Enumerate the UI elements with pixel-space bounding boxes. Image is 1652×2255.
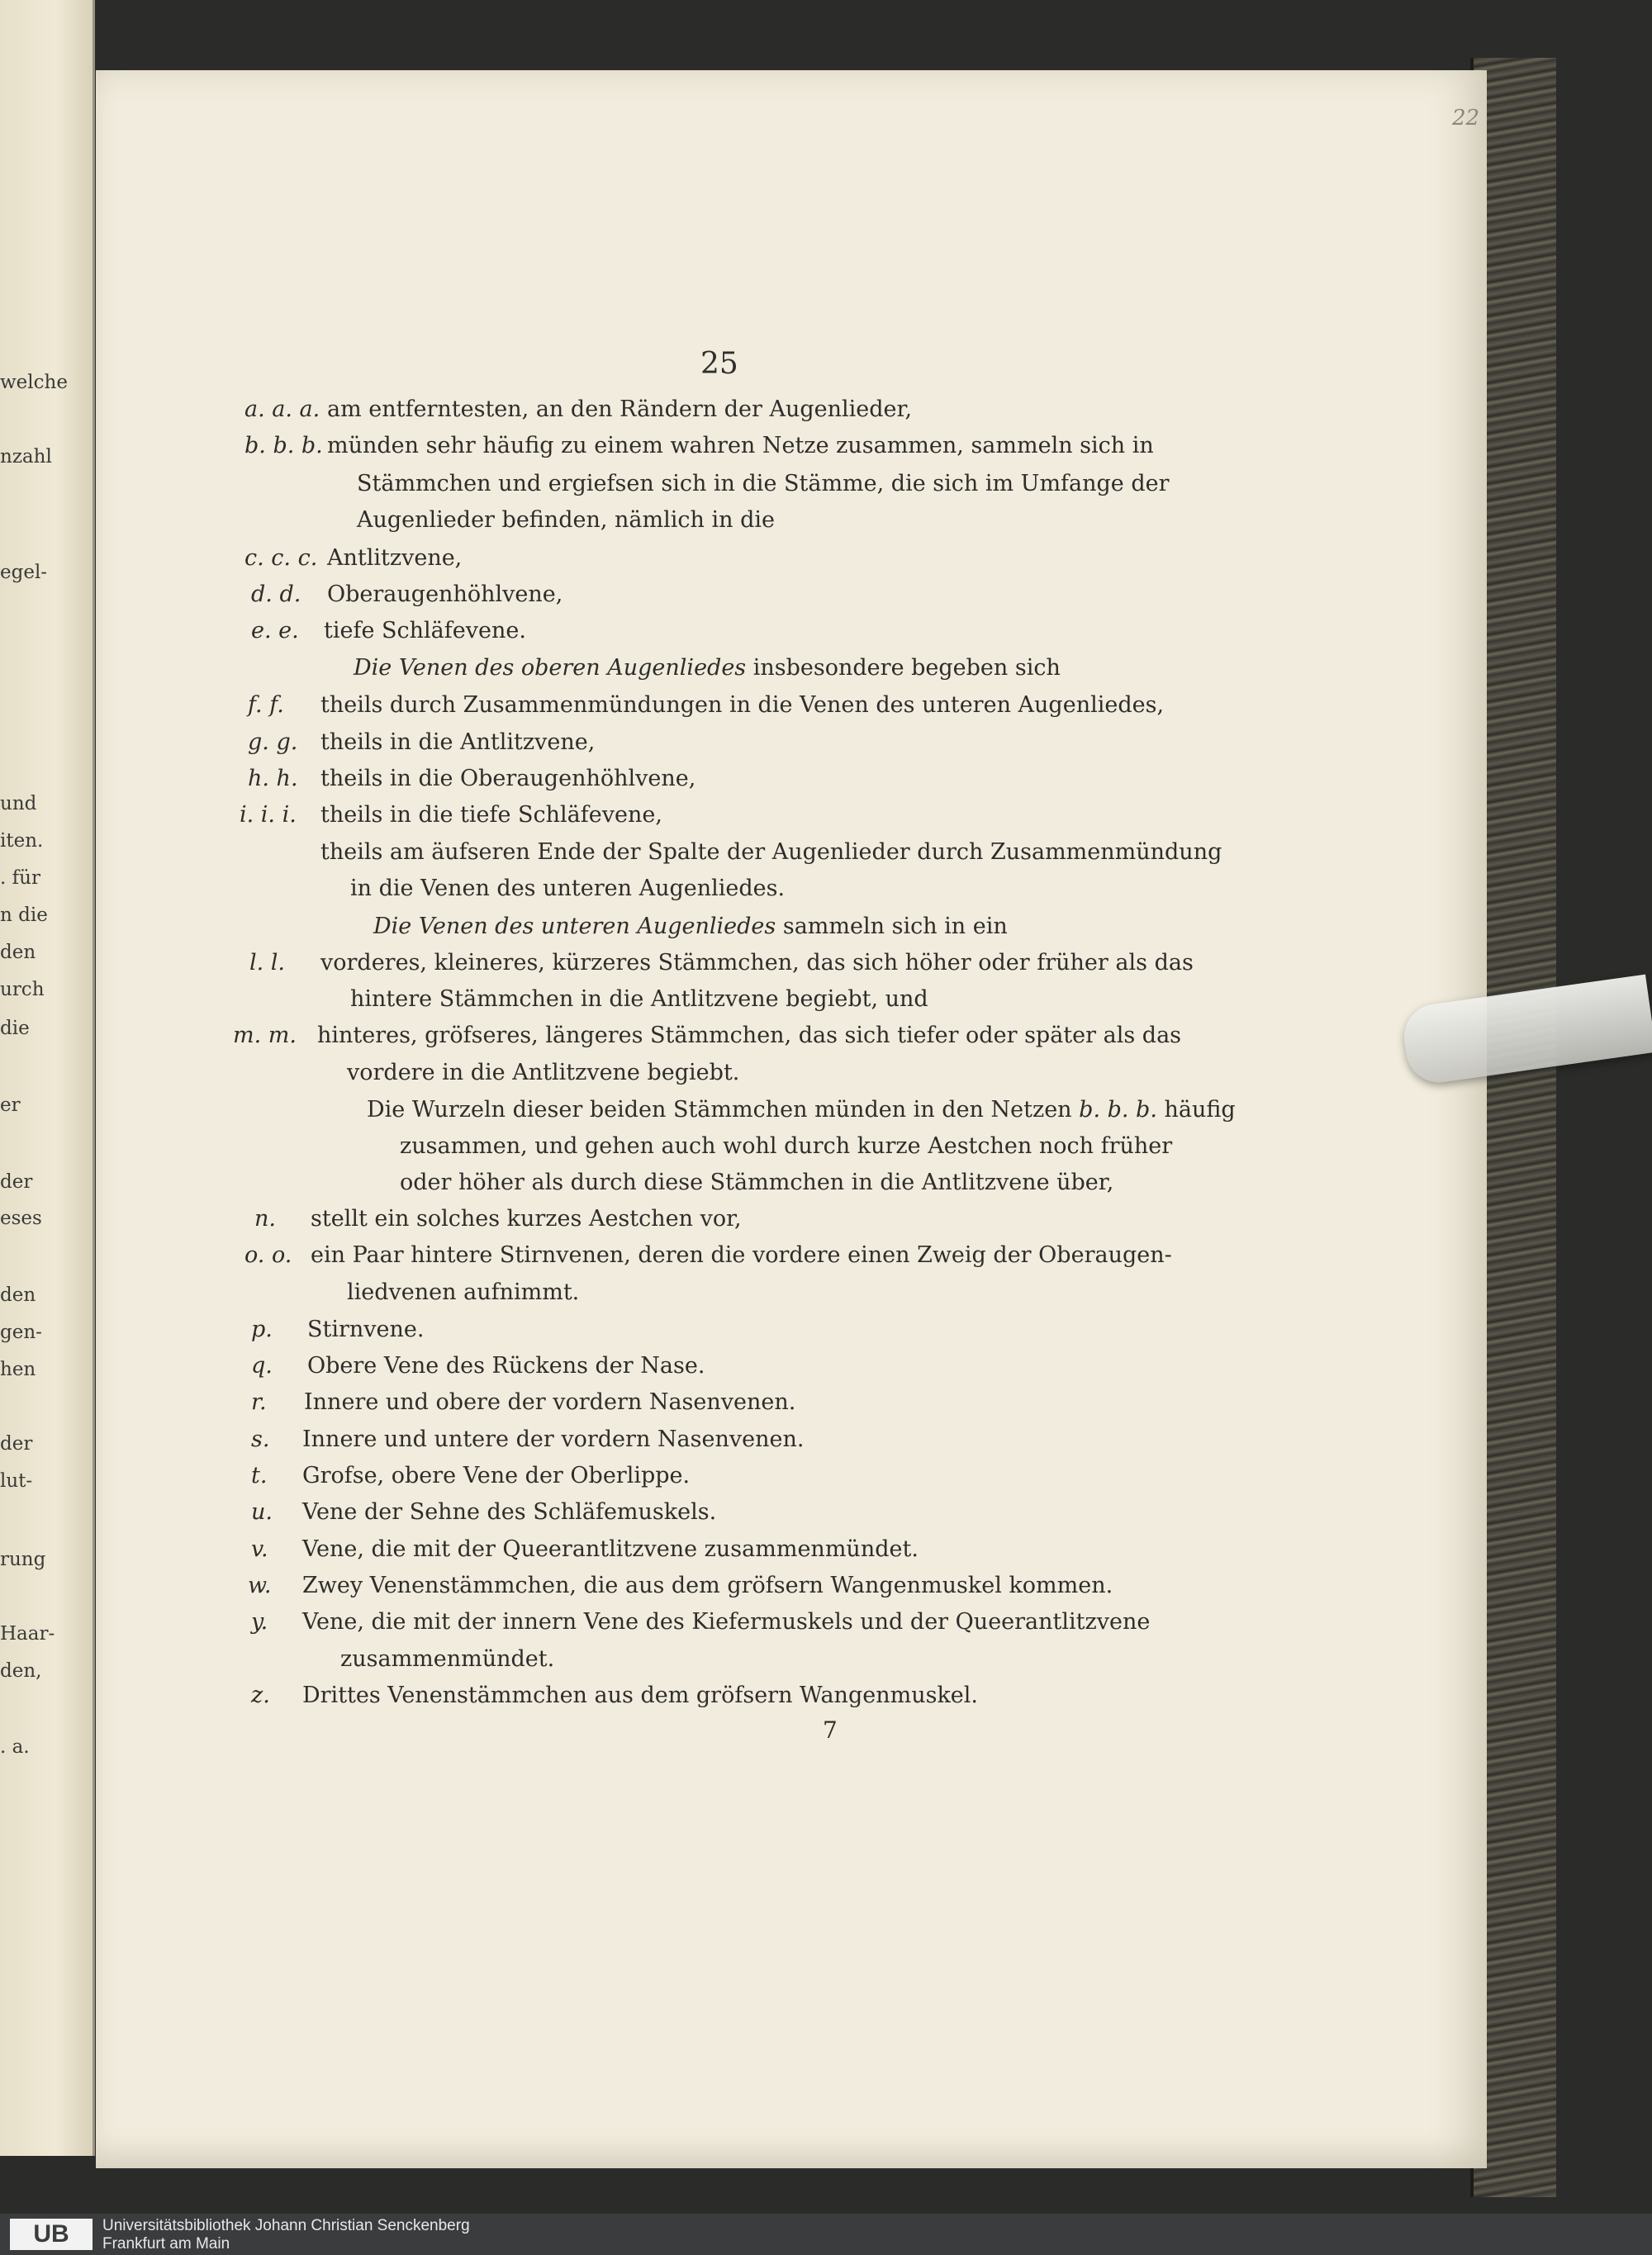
text-run: Drittes Venenstämmchen aus dem gröfsern Wangenmuskel. bbox=[302, 1683, 979, 1708]
text-line bbox=[302, 1611, 1150, 1633]
signature-mark: 7 bbox=[823, 1716, 838, 1744]
text-run: sammeln sich in ein bbox=[776, 914, 1008, 939]
previous-page-fragment: rung bbox=[0, 1549, 46, 1570]
text-line bbox=[400, 1135, 1172, 1157]
legend-letter: b. b. b. bbox=[244, 433, 323, 458]
legend-letter: n. bbox=[254, 1206, 276, 1232]
legend-letter: f. f. bbox=[248, 692, 284, 718]
page-number: 25 bbox=[700, 347, 738, 381]
legend-letter: o. o. bbox=[244, 1242, 292, 1268]
legend-letter: a. a. a. bbox=[244, 396, 320, 422]
text-line bbox=[311, 1244, 1172, 1266]
previous-page-fragment: der bbox=[0, 1433, 33, 1455]
text-line bbox=[350, 877, 785, 900]
previous-page-fragment: die bbox=[0, 1018, 30, 1039]
text-run: theils in die Antlitzvene, bbox=[320, 729, 596, 755]
text-run: Antlitzvene, bbox=[327, 545, 463, 571]
text-line bbox=[357, 472, 1170, 495]
text-run: Augenlieder befinden, nämlich in die bbox=[357, 507, 775, 533]
previous-page-edge bbox=[0, 0, 95, 2156]
previous-page-fragment: urch bbox=[0, 979, 45, 1000]
previous-page-fragment: egel- bbox=[0, 562, 48, 583]
legend-letter: y. bbox=[251, 1609, 268, 1635]
legend-letter: r. bbox=[251, 1389, 267, 1415]
text-run: theils durch Zusammenmündungen in die Venen des unteren Augenliedes, bbox=[320, 692, 1165, 718]
legend-letter: v. bbox=[251, 1536, 268, 1562]
text-run: häufig bbox=[1156, 1097, 1236, 1123]
text-line bbox=[302, 1428, 804, 1450]
previous-page-fragment: . für bbox=[0, 867, 40, 889]
legend-letter: t. bbox=[251, 1463, 268, 1488]
italic-text: b. b. b. bbox=[1079, 1097, 1157, 1123]
text-run: theils in die Oberaugenhöhlvene, bbox=[320, 766, 696, 791]
text-line bbox=[347, 1061, 739, 1084]
legend-letter: e. e. bbox=[251, 618, 299, 643]
text-run: Stämmchen und ergiefsen sich in die Stämme, die sich im Umfange der bbox=[357, 471, 1170, 496]
text-run: Die Wurzeln dieser beiden Stämmchen münden in den Netzen bbox=[367, 1097, 1080, 1123]
previous-page-fragment: den, bbox=[0, 1660, 42, 1682]
previous-page-fragment: Haar- bbox=[0, 1623, 55, 1645]
legend-letter: i. i. i. bbox=[240, 802, 297, 828]
legend-letter: w. bbox=[248, 1573, 272, 1598]
text-run: Vene, die mit der Queerantlitzvene zusammenmündet. bbox=[302, 1536, 919, 1562]
ub-logo: UB bbox=[10, 2219, 93, 2250]
text-line bbox=[340, 1648, 554, 1670]
previous-page-fragment: welche bbox=[0, 372, 68, 393]
text-run: Obere Vene des Rückens der Nase. bbox=[307, 1353, 705, 1379]
text-line bbox=[307, 1318, 424, 1341]
previous-page-fragment: und bbox=[0, 793, 37, 814]
text-run: theils in die tiefe Schläfevene, bbox=[320, 802, 662, 828]
previous-page-fragment: n die bbox=[0, 904, 48, 926]
text-run: Vene, die mit der innern Vene des Kiefermuskels und der Queerantlitzvene bbox=[302, 1609, 1151, 1635]
text-run: theils am äufseren Ende der Spalte der Augenlieder durch Zusammenmündung bbox=[320, 839, 1222, 865]
legend-letter: h. h. bbox=[248, 766, 298, 791]
text-line bbox=[317, 1024, 1181, 1047]
text-line bbox=[320, 952, 1194, 974]
text-line bbox=[350, 988, 928, 1010]
legend-letter: s. bbox=[251, 1427, 270, 1452]
text-run: hinteres, gröfseres, längeres Stämmchen, das sich tiefer oder später als das bbox=[317, 1023, 1182, 1048]
previous-page-fragment: er bbox=[0, 1094, 21, 1116]
previous-page-fragment: hen bbox=[0, 1359, 36, 1380]
previous-page-fragment: lut- bbox=[0, 1470, 33, 1492]
text-run: Innere und obere der vordern Nasenvenen. bbox=[304, 1389, 796, 1415]
previous-page-fragment: . a. bbox=[0, 1736, 30, 1758]
text-line bbox=[373, 915, 1008, 938]
text-run: ein Paar hintere Stirnvenen, deren die vordere einen Zweig der Oberaugen- bbox=[311, 1242, 1172, 1268]
text-line bbox=[320, 841, 1222, 863]
text-line bbox=[327, 434, 1154, 457]
previous-page-fragment: den bbox=[0, 1284, 36, 1306]
text-run: münden sehr häufig zu einem wahren Netze zusammen, sammeln sich in bbox=[327, 433, 1154, 458]
previous-page-fragment: gen- bbox=[0, 1322, 42, 1343]
text-run: in die Venen des unteren Augenliedes. bbox=[350, 876, 786, 901]
text-line bbox=[320, 731, 595, 753]
text-line bbox=[320, 694, 1164, 716]
text-run: vordere in die Antlitzvene begiebt. bbox=[347, 1060, 740, 1085]
text-run: Innere und untere der vordern Nasenvenen. bbox=[302, 1427, 805, 1452]
text-line bbox=[302, 1501, 716, 1523]
text-run: insbesondere begeben sich bbox=[746, 655, 1061, 681]
text-line bbox=[327, 583, 563, 605]
legend-letter: d. d. bbox=[251, 582, 301, 607]
footer-bar bbox=[0, 2214, 1652, 2255]
italic-text: Die Venen des unteren Augenliedes bbox=[373, 914, 776, 939]
text-run: zusammen, und gehen auch wohl durch kurze Aestchen noch früher bbox=[400, 1133, 1173, 1159]
legend-letter: q. bbox=[251, 1353, 273, 1379]
text-run: liedvenen aufnimmt. bbox=[347, 1279, 580, 1305]
text-line bbox=[327, 398, 912, 420]
legend-letter: m. m. bbox=[233, 1023, 297, 1048]
text-line bbox=[324, 620, 526, 642]
text-line bbox=[302, 1538, 919, 1560]
text-line bbox=[347, 1281, 579, 1303]
text-line bbox=[302, 1465, 690, 1487]
text-line bbox=[367, 1099, 1236, 1121]
text-run: stellt ein solches kurzes Aestchen vor, bbox=[311, 1206, 742, 1232]
text-run: oder höher als durch diese Stämmchen in die Antlitzvene über, bbox=[400, 1170, 1114, 1195]
text-line bbox=[354, 657, 1061, 679]
legend-letter: g. g. bbox=[248, 729, 298, 755]
text-line bbox=[311, 1208, 742, 1230]
text-line bbox=[307, 1355, 705, 1377]
previous-page-fragment: der bbox=[0, 1171, 33, 1193]
text-run: zusammenmündet. bbox=[340, 1646, 555, 1672]
text-line bbox=[320, 767, 695, 790]
legend-letter: z. bbox=[251, 1683, 270, 1708]
text-run: Zwey Venenstämmchen, die aus dem gröfsern Wangenmuskel kommen. bbox=[302, 1573, 1113, 1598]
legend-letter: u. bbox=[251, 1499, 273, 1525]
previous-page-fragment: iten. bbox=[0, 830, 44, 852]
text-run: vorderes, kleineres, kürzeres Stämmchen, das sich höher oder früher als das bbox=[320, 950, 1194, 976]
text-run: tiefe Schläfevene. bbox=[324, 618, 526, 643]
text-line bbox=[327, 547, 462, 569]
text-line bbox=[357, 509, 775, 531]
italic-text: Die Venen des oberen Augenliedes bbox=[354, 655, 747, 681]
previous-page-fragment: eses bbox=[0, 1208, 42, 1229]
previous-page-fragment: nzahl bbox=[0, 446, 52, 468]
legend-letter: p. bbox=[251, 1317, 273, 1342]
pencil-folio-number: 22 bbox=[1452, 106, 1480, 131]
legend-letter: c. c. c. bbox=[244, 545, 318, 571]
text-line bbox=[302, 1574, 1113, 1597]
legend-letter: l. l. bbox=[249, 950, 286, 976]
footer-city: Frankfurt am Main bbox=[102, 2235, 230, 2253]
text-run: hintere Stämmchen in die Antlitzvene begiebt, und bbox=[350, 986, 928, 1012]
footer-institution: Universitätsbibliothek Johann Christian Senckenberg bbox=[102, 2217, 470, 2234]
text-run: Stirnvene. bbox=[307, 1317, 425, 1342]
text-line bbox=[304, 1391, 795, 1413]
text-run: Grofse, obere Vene der Oberlippe. bbox=[302, 1463, 691, 1488]
text-line bbox=[302, 1684, 978, 1707]
text-run: Oberaugenhöhlvene, bbox=[327, 582, 563, 607]
text-line bbox=[320, 804, 662, 826]
text-line bbox=[400, 1171, 1113, 1194]
previous-page-fragment: den bbox=[0, 942, 36, 963]
text-run: am entferntesten, an den Rändern der Augenlieder, bbox=[327, 396, 913, 422]
text-run: Vene der Sehne des Schläfemuskels. bbox=[302, 1499, 717, 1525]
